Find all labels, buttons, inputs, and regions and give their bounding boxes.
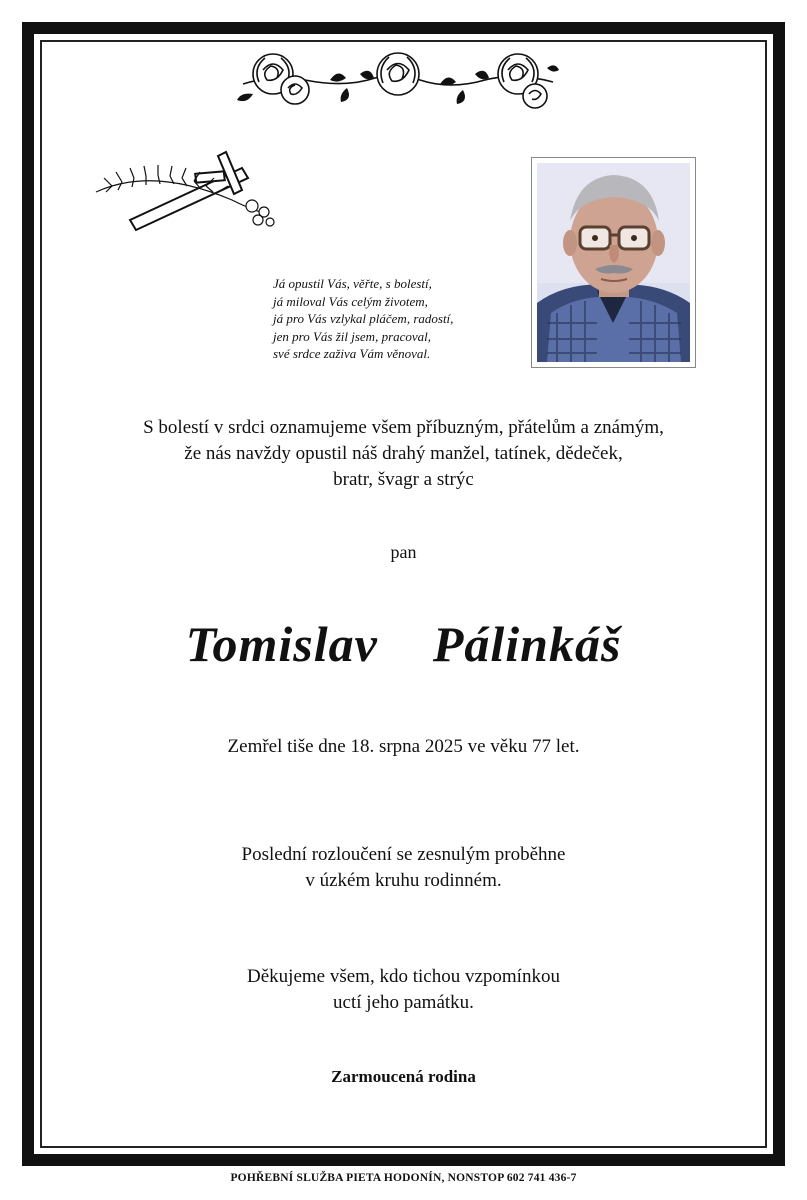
cross-with-palm-icon: [92, 150, 282, 240]
deceased-portrait-photo: [537, 163, 690, 362]
thanks-line: uctí jeho památku.: [333, 992, 474, 1013]
poem-line: Já opustil Vás, věřte, s bolestí,: [273, 276, 432, 291]
poem-line: já pro Vás vzlykal pláčem, radostí,: [273, 311, 454, 326]
death-notice: Zemřel tiše dne 18. srpna 2025 ve věku 77 let.: [227, 736, 580, 757]
farewell-line: v úzkém kruhu rodinném.: [305, 870, 502, 891]
farewell-notice: [0, 842, 807, 894]
announcement-text: [0, 415, 807, 493]
poem-line: já miloval Vás celým životem,: [273, 293, 428, 309]
announcement-line: S bolestí v srdci oznamujeme všem příbuzným, přátelům a známým,: [143, 417, 664, 438]
rose-garland-icon: [235, 44, 560, 118]
portrait-frame: [531, 157, 696, 368]
thanks-notice: [0, 964, 807, 1016]
honorific-title: pan: [390, 542, 417, 562]
farewell-line: Poslední rozloučení se zesnulým proběhne: [241, 844, 566, 865]
memorial-poem: [240, 275, 520, 363]
funeral-service-footer: POHŘEBNÍ SLUŽBA PIETA HODONÍN, NONSTOP 602 741 436-7: [230, 1172, 577, 1184]
poem-line: jen pro Vás žil jsem, pracoval,: [273, 328, 432, 344]
deceased-name: Tomislav Pálinkáš: [185, 616, 622, 672]
family-signature: Zarmoucená rodina: [331, 1067, 476, 1086]
thanks-line: Děkujeme všem, kdo tichou vzpomínkou: [247, 966, 560, 987]
announcement-line: že nás navždy opustil náš drahý manžel, tatínek, dědeček,: [184, 443, 623, 464]
poem-line: své srdce zaživa Vám věnoval.: [273, 346, 431, 361]
announcement-line: bratr, švagr a strýc: [333, 469, 474, 490]
